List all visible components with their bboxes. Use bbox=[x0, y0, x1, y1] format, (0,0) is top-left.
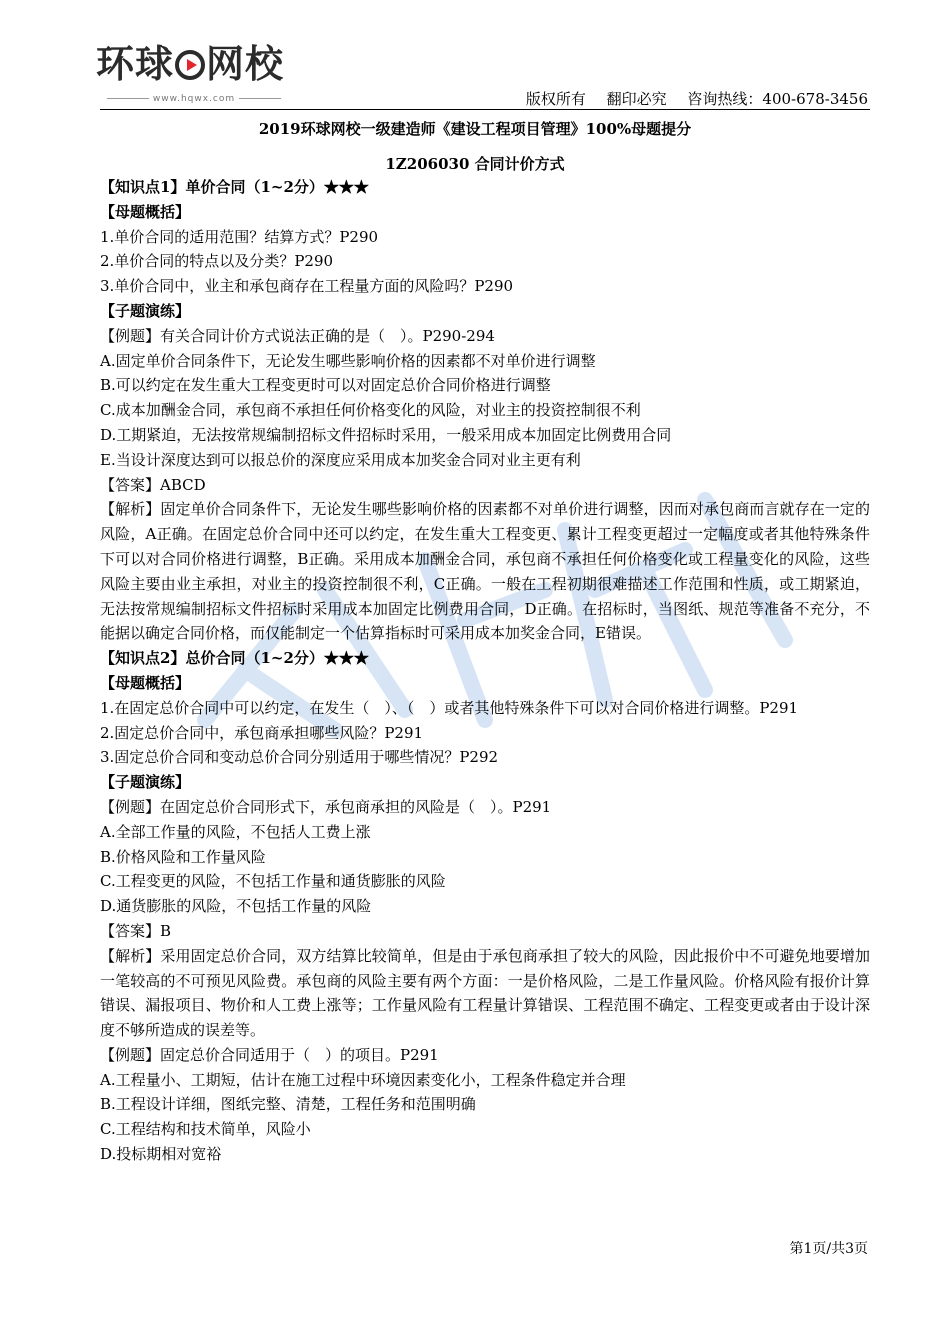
kp1-analysis: 【解析】固定单价合同条件下，无论发生哪些影响价格的因素都不对单价进行调整，因而对承包商而言就存在一定的风险，A正确。在固定总价合同中还可以约定，在发生重大工程变更、累计工程变更超过一定幅度或者其他特殊条件下可以对合同价格进行调整，B正确。采用成本加酬金合同，承包商不承担任何价格变化或工程量变化的风险，这些风险主要由业主承担，对业主的投资控制很不利，C正确。一般在工程初期很难描述工作范围和性质，或工期紧迫，无法按常规编制招标文件招标时采用成本加固定比例费用合同，D正确。在招标时，当图纸、规范等准备不充分，不能据以确定合同价格，而仅能制定一个估算指标时可采用成本加奖金合同，E错误。 bbox=[100, 500, 870, 643]
kp2-option: C.工程变更的风险，不包括工作量和通货膨胀的风险 bbox=[100, 872, 446, 891]
kp1-overview-item: 2.单价合同的特点以及分类？P290 bbox=[100, 252, 334, 271]
no-copy-text: 翻印必究 bbox=[606, 90, 667, 108]
kp2-option: C.工程结构和技术简单，风险小 bbox=[100, 1120, 311, 1139]
logo bbox=[96, 40, 296, 110]
kp2-option: A.工程量小、工期短，估计在施工过程中环境因素变化小，工程条件稳定并合理 bbox=[100, 1070, 626, 1089]
kp1-option: B.可以约定在发生重大工程变更时可以对固定总价合同价格进行调整 bbox=[100, 376, 551, 395]
kp1-answer: 【答案】ABCD bbox=[100, 475, 206, 494]
kp2-example-question: 【例题】在固定总价合同形式下，承包商承担的风险是（ ）。P291 bbox=[100, 797, 552, 816]
kp1-option: A.固定单价合同条件下，无论发生哪些影响价格的因素都不对单价进行调整 bbox=[100, 351, 596, 370]
kp2-option: D.投标期相对宽裕 bbox=[100, 1145, 222, 1164]
kp1-practice-heading: 【子题演练】 bbox=[100, 301, 191, 320]
kp2-analysis: 【解析】采用固定总价合同，双方结算比较简单，但是由于承包商承担了较大的风险，因此报价中不可避免地要增加一笔较高的不可预见风险费。承包商的风险主要有两个方面：一是价格风险，二是工作量风险。价格风险有报价计算错误、漏报项目、物价和人工费上涨等；工作量风险有工程量计算错误、工程范围不确定、工程变更或者由于设计深度不够所造成的误差等。 bbox=[100, 946, 870, 1040]
kp2-overview-item: 1.在固定总价合同中可以约定，在发生（ ）、（ ）或者其他特殊条件下可以对合同价格进行调整。P291 bbox=[100, 698, 799, 717]
document-body bbox=[100, 175, 870, 1167]
kp1-overview-item: 1.单价合同的适用范围？结算方式？P290 bbox=[100, 227, 379, 246]
kp2-practice-heading: 【子题演练】 bbox=[100, 773, 191, 792]
kp2-overview-item: 3.固定总价合同和变动总价合同分别适用于哪些情况？P292 bbox=[100, 748, 499, 767]
kp2-option: D.通货膨胀的风险，不包括工作量的风险 bbox=[100, 897, 372, 916]
kp1-option: C.成本加酬金合同，承包商不承担任何价格变化的风险，对业主的投资控制很不利 bbox=[100, 401, 641, 420]
logo-url: www.hqwx.com bbox=[96, 94, 292, 104]
kp2-overview-item: 2.固定总价合同中，承包商承担哪些风险？P291 bbox=[100, 723, 424, 742]
kp1-overview-heading: 【母题概括】 bbox=[100, 202, 191, 221]
document-title: 2019环球网校一级建造师《建设工程项目管理》100%母题提分 bbox=[258, 120, 692, 138]
header-info bbox=[510, 88, 868, 109]
kp2-title: 【知识点2】总价合同（1~2分）★★★ bbox=[100, 649, 369, 668]
kp1-option: E.当设计深度达到可以报总价的深度应采用成本加奖金合同对业主更有利 bbox=[100, 450, 581, 469]
page-number: 第1页/共3页 bbox=[789, 1241, 868, 1257]
rights-text: 版权所有 bbox=[525, 90, 586, 108]
kp2-example-question: 【例题】固定总价合同适用于（ ）的项目。P291 bbox=[100, 1045, 439, 1064]
kp2-overview-heading: 【母题概括】 bbox=[100, 673, 191, 692]
kp2-option: B.工程设计详细，图纸完整、清楚，工程任务和范围明确 bbox=[100, 1095, 476, 1114]
kp2-answer: 【答案】B bbox=[100, 921, 172, 940]
header-divider bbox=[100, 109, 870, 110]
kp2-option: B.价格风险和工作量风险 bbox=[100, 847, 266, 866]
kp1-overview-item: 3.单价合同中，业主和承包商存在工程量方面的风险吗？P290 bbox=[100, 277, 514, 296]
kp1-example-question: 【例题】有关合同计价方式说法正确的是（ ）。P290-294 bbox=[100, 326, 495, 345]
play-circle-icon bbox=[175, 50, 205, 80]
kp1-title: 【知识点1】单价合同（1~2分）★★★ bbox=[100, 178, 369, 196]
kp2-option: A.全部工作量的风险，不包括人工费上涨 bbox=[100, 822, 371, 841]
logo-wordmark: 环球 网校 bbox=[96, 42, 285, 86]
hotline-text: 咨询热线：400-678-3456 bbox=[687, 90, 868, 108]
kp1-option: D.工期紧迫，无法按常规编制招标文件招标时采用，一般采用成本加固定比例费用合同 bbox=[100, 425, 672, 444]
section-title: 1Z206030 合同计价方式 bbox=[385, 155, 565, 173]
